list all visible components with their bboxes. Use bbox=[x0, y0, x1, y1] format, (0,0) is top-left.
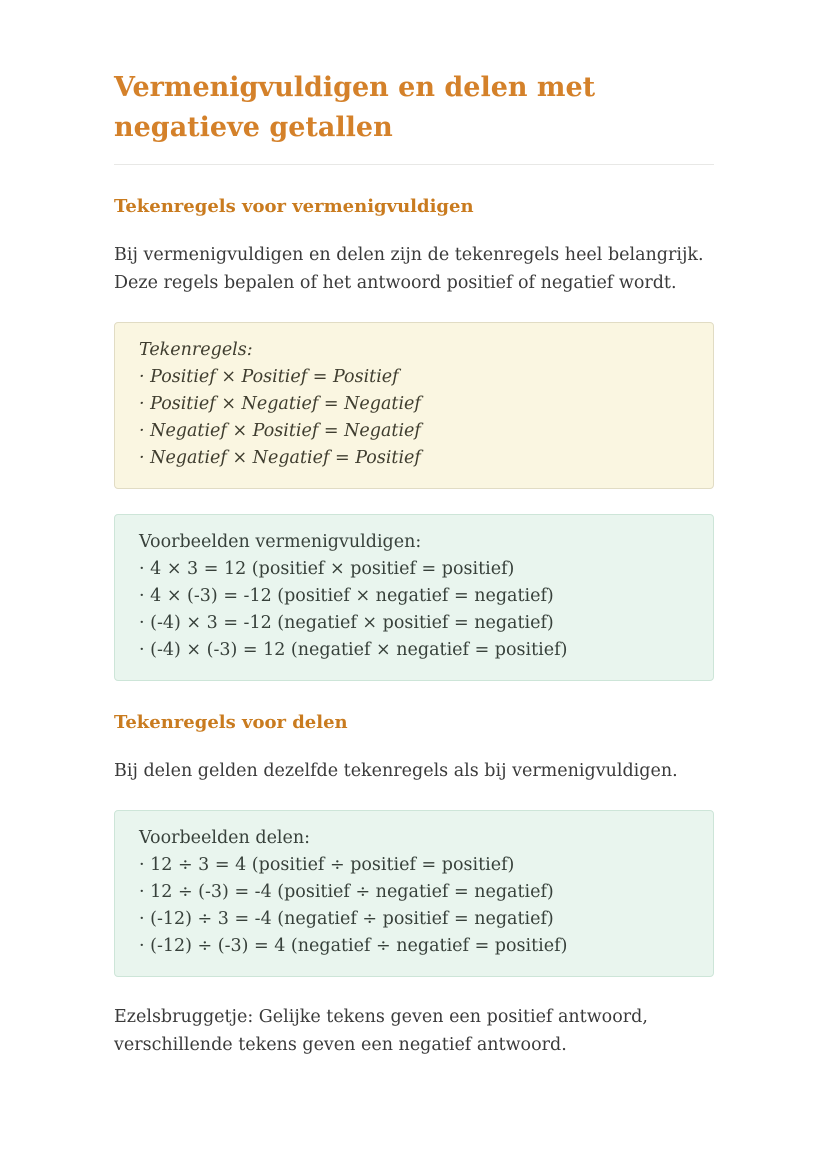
box-title: Tekenregels: bbox=[139, 340, 253, 360]
document-content bbox=[114, 0, 714, 1059]
section-heading-division: Tekenregels voor delen bbox=[114, 712, 348, 733]
rule-line: · Negatief × Negatief = Positief bbox=[139, 448, 421, 468]
example-line: · 4 × 3 = 12 (positief × positief = positief) bbox=[139, 559, 515, 579]
example-line: · (-12) ÷ (-3) = 4 (negatief ÷ negatief = positief) bbox=[139, 936, 568, 956]
box-title: Voorbeelden vermenigvuldigen: bbox=[139, 532, 422, 552]
page-title: Vermenigvuldigen en delen met negatieve getallen bbox=[114, 72, 596, 143]
rule-line: · Negatief × Positief = Negatief bbox=[139, 421, 421, 441]
example-line: · 12 ÷ (-3) = -4 (positief ÷ negatief = negatief) bbox=[139, 882, 554, 902]
example-line: · 4 × (-3) = -12 (positief × negatief = negatief) bbox=[139, 586, 554, 606]
box-title: Voorbeelden delen: bbox=[139, 828, 311, 848]
example-line: · (-4) × (-3) = 12 (negatief × negatief = positief) bbox=[139, 640, 568, 660]
rule-line: · Positief × Positief = Positief bbox=[139, 367, 399, 387]
example-line: · 12 ÷ 3 = 4 (positief ÷ positief = positief) bbox=[139, 855, 515, 875]
section-heading-multiplication: Tekenregels voor vermenigvuldigen bbox=[114, 196, 474, 217]
example-line: · (-12) ÷ 3 = -4 (negatief ÷ positief = negatief) bbox=[139, 909, 554, 929]
mnemonic-paragraph: Ezelsbruggetje: Gelijke tekens geven een positief antwoord, verschillende tekens geven een negatief antwoord. bbox=[114, 1007, 648, 1055]
division-intro-paragraph: Bij delen gelden dezelfde tekenregels als bij vermenigvuldigen. bbox=[114, 761, 678, 781]
multiplication-examples-box bbox=[114, 514, 714, 681]
multiplication-intro-paragraph: Bij vermenigvuldigen en delen zijn de tekenregels heel belangrijk. Deze regels bepalen of het antwoord positief of negatief wordt. bbox=[114, 245, 704, 293]
title-divider bbox=[114, 164, 714, 165]
example-line: · (-4) × 3 = -12 (negatief × positief = negatief) bbox=[139, 613, 554, 633]
division-examples-box bbox=[114, 810, 714, 977]
sign-rules-box bbox=[114, 322, 714, 489]
rule-line: · Positief × Negatief = Negatief bbox=[139, 394, 421, 414]
